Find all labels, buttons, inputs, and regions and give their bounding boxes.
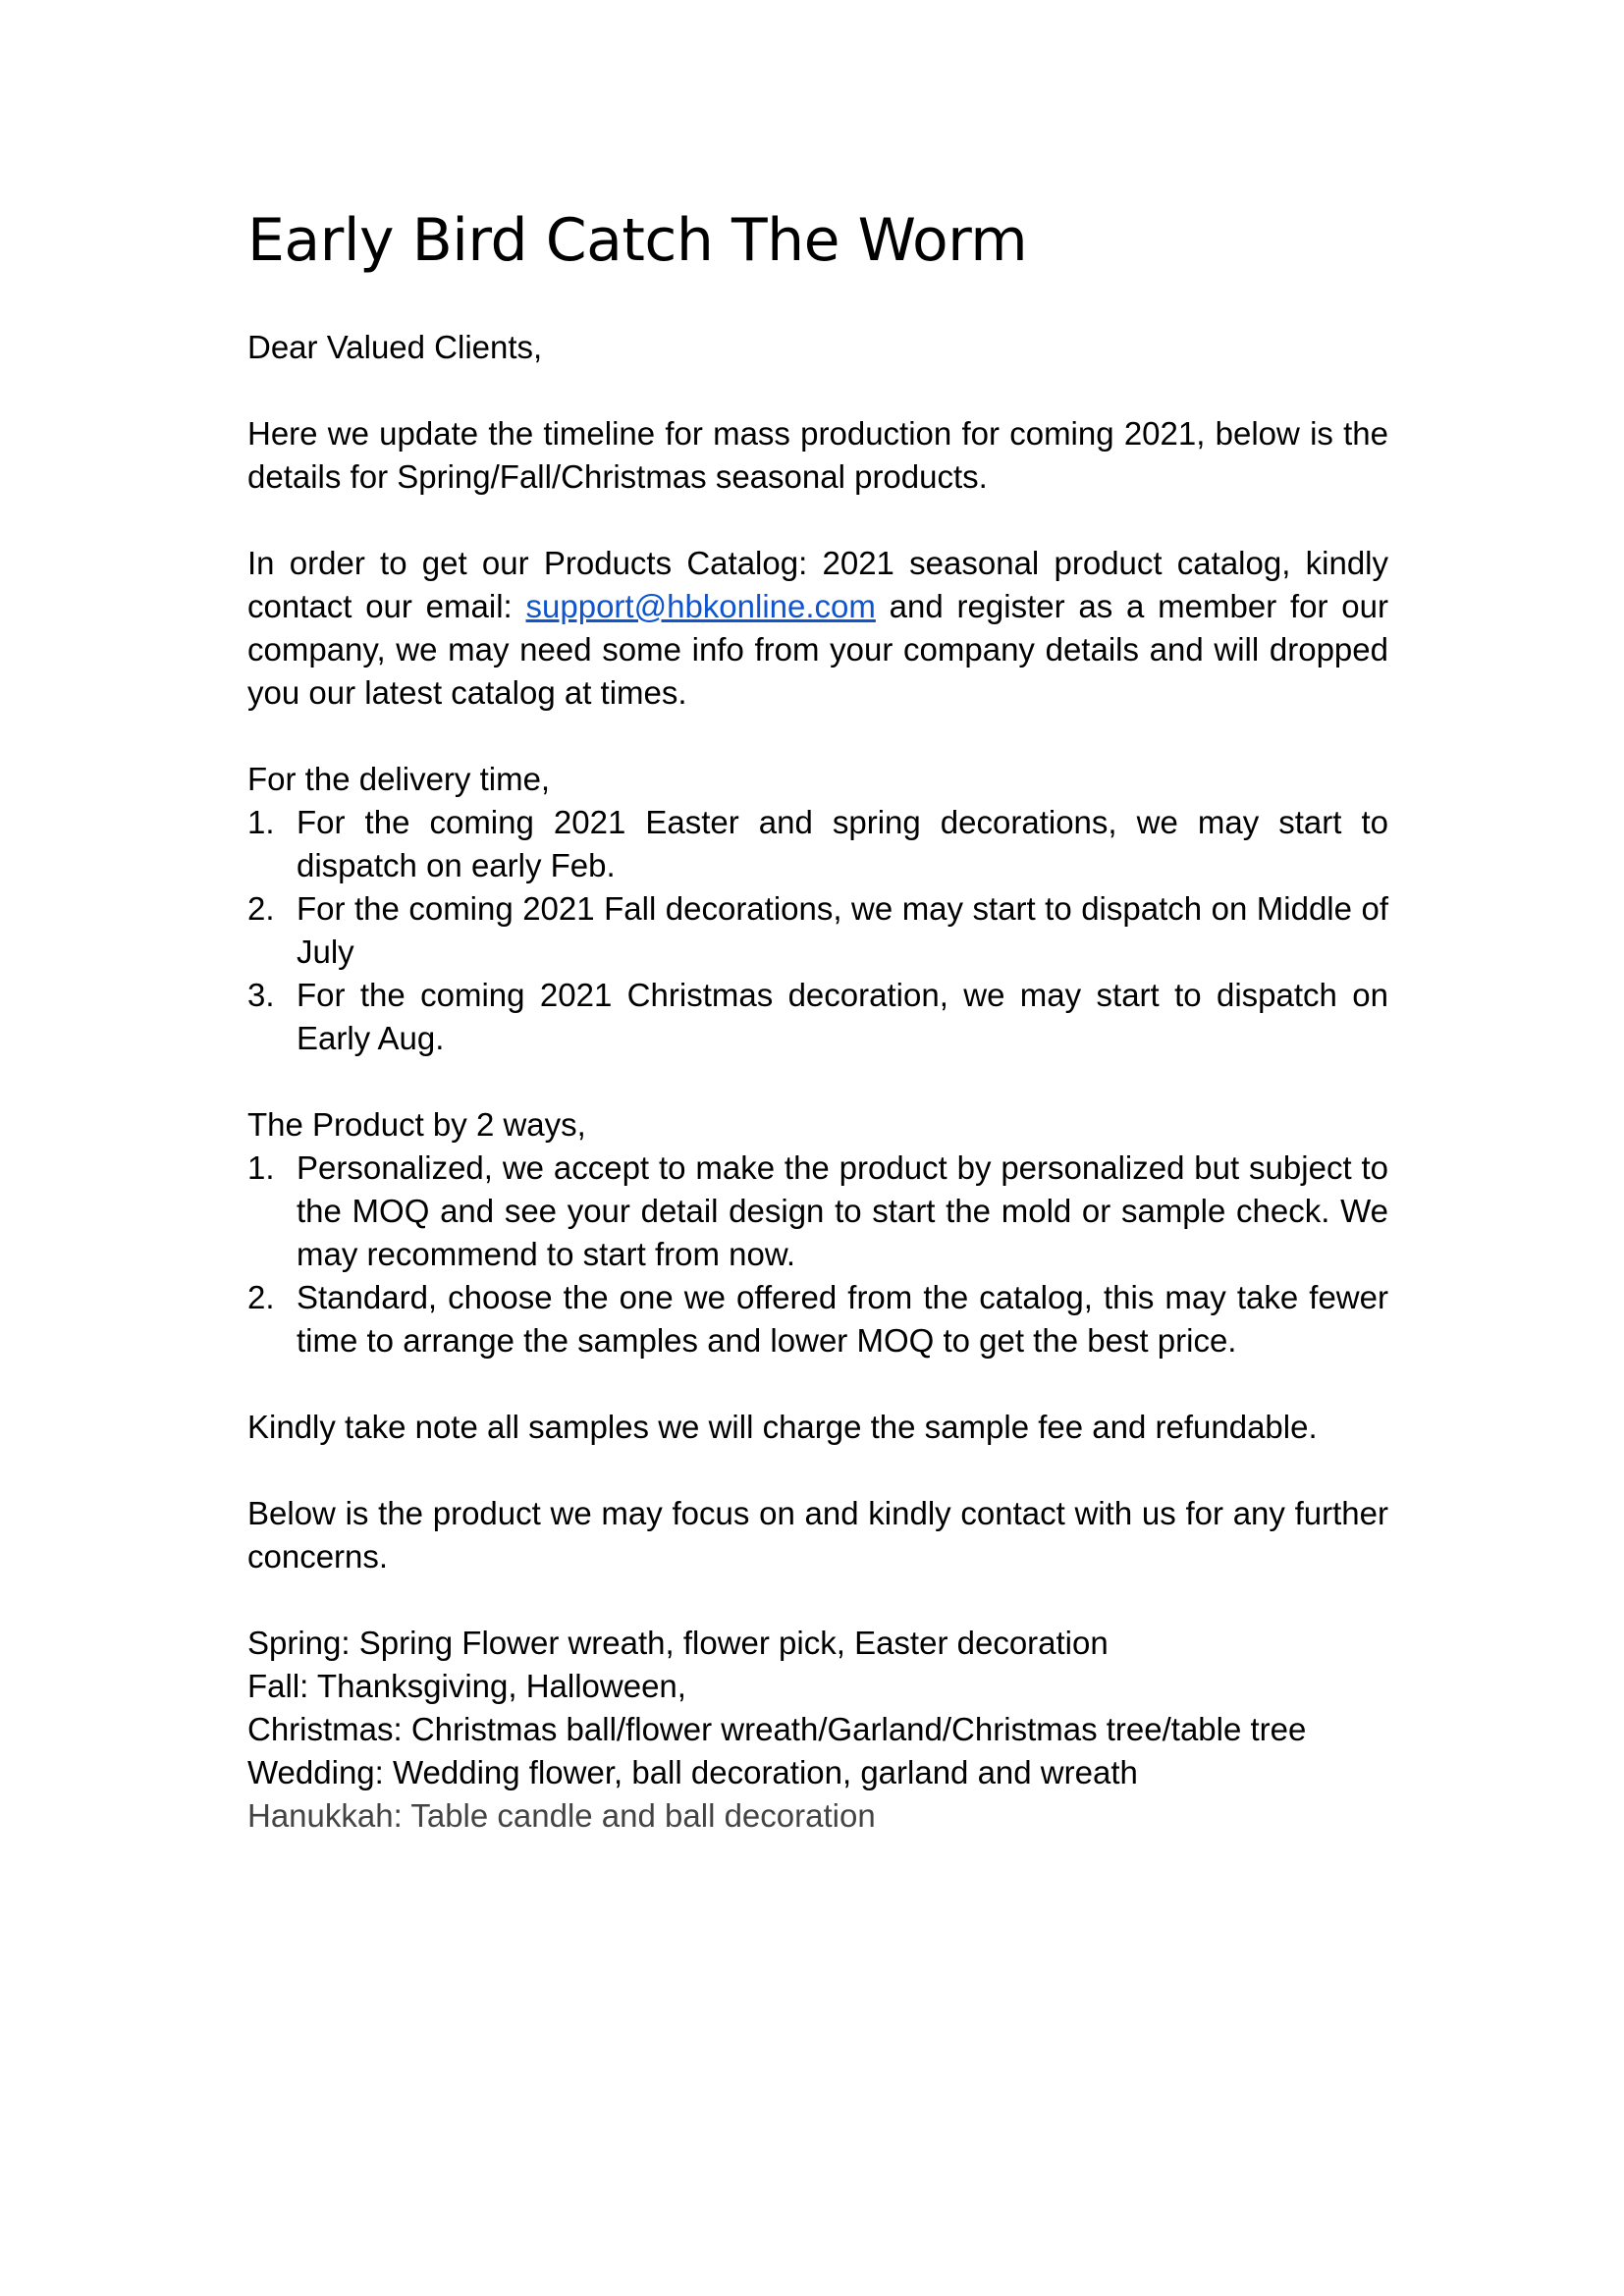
delivery-list [247, 801, 1388, 1060]
season-spring: Spring: Spring Flower wreath, flower pick, Easter decoration [247, 1625, 1109, 1661]
greeting: Dear Valued Clients, [247, 329, 543, 365]
season-christmas: Christmas: Christmas ball/flower wreath/Garland/Christmas tree/table tree [247, 1711, 1307, 1747]
product-list [247, 1147, 1388, 1362]
document-body [247, 196, 1388, 1838]
document-title: Early Bird Catch The Worm [247, 206, 1028, 275]
delivery-heading: For the delivery time, [247, 761, 551, 797]
catalog-text-before: In order to get our Products Catalog: 2021 seasonal product catalog, kindly contact our email: [247, 545, 1388, 624]
season-wedding: Wedding: Wedding flower, ball decoration, garland and wreath [247, 1754, 1138, 1790]
list-item-number: 2. [247, 1279, 275, 1315]
list-item-number: 3. [247, 977, 275, 1013]
catalog-paragraph [247, 542, 1388, 715]
list-item-text: Personalized, we accept to make the product by personalized but subject to the MOQ and see your detail design to start the mold or sample check. We may recommend to start from now. [297, 1149, 1388, 1272]
focus-note: Below is the product we may focus on and kindly contact with us for any further concerns. [247, 1495, 1388, 1575]
list-item-text: For the coming 2021 Easter and spring decorations, we may start to dispatch on early Feb. [297, 804, 1388, 883]
catalog-text-after: and register as a member for our company, we may need some info from your company details and will dropped you our latest catalog at times. [247, 588, 1389, 711]
list-item [247, 1147, 1388, 1276]
list-item-number: 1. [247, 1149, 275, 1186]
list-item-text: Standard, choose the one we offered from the catalog, this may take fewer time to arrange the samples and lower MOQ to get the best price. [297, 1279, 1388, 1359]
product-heading: The Product by 2 ways, [247, 1106, 586, 1143]
list-item-number: 1. [247, 804, 275, 840]
season-hanukkah: Hanukkah: Table candle and ball decoration [247, 1797, 876, 1834]
list-item [247, 974, 1388, 1060]
list-item-number: 2. [247, 890, 275, 927]
season-fall: Fall: Thanksgiving, Halloween, [247, 1668, 686, 1704]
intro-paragraph: Here we update the timeline for mass production for coming 2021, below is the details for Spring/Fall/Christmas seasonal products. [247, 415, 1388, 495]
list-item-text: For the coming 2021 Fall decorations, we may start to dispatch on Middle of July [297, 890, 1388, 970]
list-item [247, 887, 1388, 974]
list-item [247, 1276, 1388, 1362]
list-item-text: For the coming 2021 Christmas decoration, we may start to dispatch on Early Aug. [297, 977, 1388, 1056]
sample-note: Kindly take note all samples we will charge the sample fee and refundable. [247, 1409, 1318, 1445]
list-item [247, 801, 1388, 887]
support-email-link[interactable]: support@hbkonline.com [525, 588, 876, 624]
